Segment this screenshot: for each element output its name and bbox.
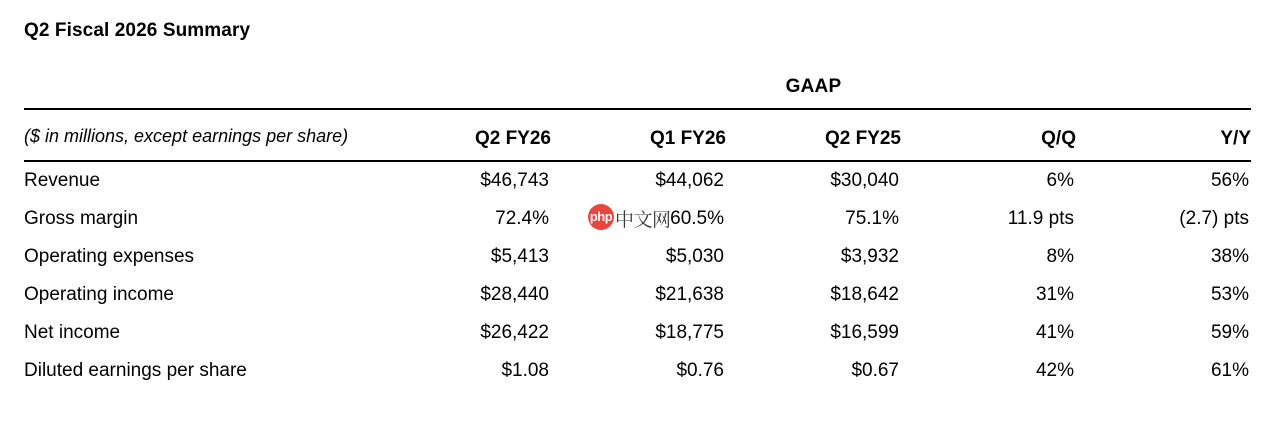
cell-operating-income-q2fy26: $28,440 [480, 283, 549, 305]
row-label-operating-expenses: Operating expenses [24, 245, 195, 267]
cell-diluted-eps-q2fy26: $1.08 [501, 359, 549, 381]
group-header-row [24, 76, 1251, 108]
cell-operating-income-q1fy26: $21,638 [655, 283, 724, 305]
cell-operating-expenses-qq: 8% [1046, 245, 1074, 267]
summary-table [24, 76, 1251, 390]
column-header-row [24, 110, 1251, 160]
row-label-diluted-eps: Diluted earnings per share [24, 359, 247, 381]
cell-net-income-q2fy26: $26,422 [480, 321, 549, 343]
cell-revenue-qq: 6% [1046, 169, 1074, 191]
column-header-qq: Q/Q [1041, 127, 1076, 149]
table-body [24, 162, 1251, 390]
column-header-q1-fy26: Q1 FY26 [649, 127, 726, 149]
table-row [24, 162, 1251, 200]
row-label-gross-margin: Gross margin [24, 207, 139, 229]
cell-operating-income-qq: 31% [1035, 283, 1074, 305]
cell-diluted-eps-q1fy26: $0.76 [676, 359, 724, 381]
row-label-operating-income: Operating income [24, 283, 174, 305]
cell-revenue-q2fy25: $30,040 [830, 169, 899, 191]
group-header-gaap: GAAP [785, 76, 842, 97]
cell-operating-income-q2fy25: $18,642 [830, 283, 899, 305]
cell-diluted-eps-q2fy25: $0.67 [851, 359, 899, 381]
table-row [24, 276, 1251, 314]
cell-operating-expenses-q2fy26: $5,413 [490, 245, 549, 267]
cell-operating-expenses-yy: 38% [1210, 245, 1249, 267]
cell-diluted-eps-yy: 61% [1210, 359, 1249, 381]
cell-gross-margin-qq: 11.9 pts [1007, 207, 1074, 229]
cell-net-income-q1fy26: $18,775 [655, 321, 724, 343]
row-label-revenue: Revenue [24, 169, 101, 191]
cell-gross-margin-q2fy26: 72.4% [495, 207, 549, 229]
cell-gross-margin-q1fy26: 60.5% [670, 207, 724, 229]
table-row [24, 200, 1251, 238]
table-row [24, 352, 1251, 390]
group-header-spacer [24, 76, 376, 108]
column-header-yy: Y/Y [1220, 127, 1251, 149]
units-note: ($ in millions, except earnings per share) [24, 126, 349, 146]
cell-gross-margin-q2fy25: 75.1% [845, 207, 899, 229]
table-header [24, 76, 1251, 162]
cell-diluted-eps-qq: 42% [1035, 359, 1074, 381]
cell-net-income-yy: 59% [1210, 321, 1249, 343]
cell-net-income-q2fy25: $16,599 [830, 321, 899, 343]
cell-operating-income-yy: 53% [1210, 283, 1249, 305]
page-title: Q2 Fiscal 2026 Summary [24, 20, 251, 41]
cell-operating-expenses-q1fy26: $5,030 [665, 245, 724, 267]
row-label-net-income: Net income [24, 321, 121, 343]
table-row [24, 238, 1251, 276]
column-header-q2-fy25: Q2 FY25 [824, 127, 901, 149]
cell-operating-expenses-q2fy25: $3,932 [840, 245, 899, 267]
cell-revenue-q2fy26: $46,743 [480, 169, 549, 191]
cell-gross-margin-yy: (2.7) pts [1179, 207, 1249, 229]
cell-net-income-qq: 41% [1035, 321, 1074, 343]
watermark-text: 中文网 [615, 209, 671, 231]
column-header-q2-fy26: Q2 FY26 [474, 127, 551, 149]
cell-revenue-yy: 56% [1210, 169, 1249, 191]
watermark-badge: php [588, 204, 614, 230]
cell-revenue-q1fy26: $44,062 [655, 169, 724, 191]
table-row [24, 314, 1251, 352]
